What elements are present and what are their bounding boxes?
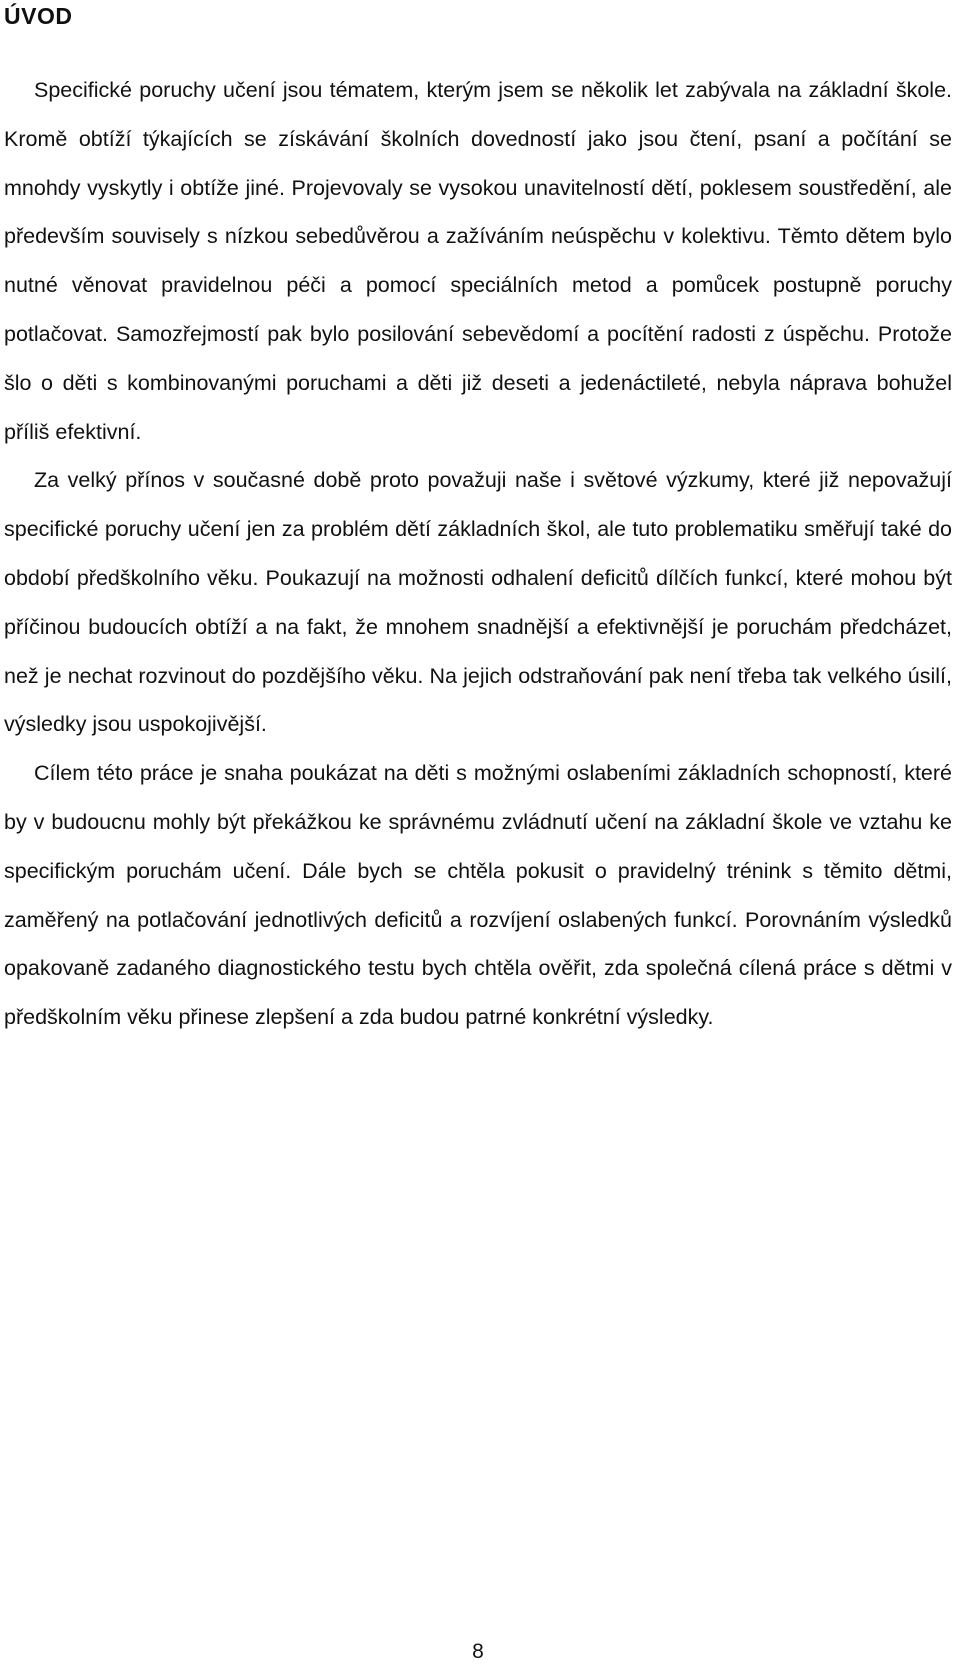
paragraph-2: Za velký přínos v současné době proto považuji naše i světové výzkumy, které již nepovažují specifické poruchy učení jen za problém dětí základních škol, ale tuto problematiku směřují také do období předškolního věku. Poukazují na možnosti odhalení deficitů dílčích funkcí, které mohou být příčinou budoucích obtíží a na fakt, že mnohem snadnější a efektivnější je poruchám předcházet, než je nechat rozvinout do pozdějšího věku. Na jejich odstraňování pak není třeba tak velkého úsilí, výsledky jsou uspokojivější. bbox=[4, 468, 952, 737]
body-text bbox=[4, 66, 952, 1042]
paragraph-1: Specifické poruchy učení jsou tématem, kterým jsem se několik let zabývala na základní škole. Kromě obtíží týkajících se získávání školních dovedností jako jsou čtení, psaní a počítání se mnohdy vyskytly i obtíže jiné. Projevovaly se vysokou unavitelností dětí, poklesem soustředění, ale především souvisely s nízkou sebedůvěrou a zažíváním neúspěchu v kolektivu. Těmto dětem bylo nutné věnovat pravidelnou péči a pomocí speciálních metod a pomůcek postupně poruchy potlačovat. Samozřejmostí pak bylo posilování sebevědomí a pocítění radosti z úspěchu. Protože šlo o děti s kombinovanými poruchami a děti již deseti a jedenáctileté, nebyla náprava bohužel příliš efektivní. bbox=[4, 78, 952, 444]
section-heading: ÚVOD bbox=[4, 3, 73, 29]
paragraph-3: Cílem této práce je snaha poukázat na děti s možnými oslabeními základních schopností, které by v budoucnu mohly být překážkou ke správnému zvládnutí učení na základní škole ve vztahu ke specifickým poruchám učení. Dále bych se chtěla pokusit o pravidelný trénink s těmito dětmi, zaměřený na potlačování jednotlivých deficitů a rozvíjení oslabených funkcí. Porovnáním výsledků opakovaně zadaného diagnostického testu bych chtěla ověřit, zda společná cílená práce s dětmi v předškolním věku přinese zlepšení a zda budou patrné konkrétní výsledky. bbox=[4, 761, 952, 1030]
page-number: 8 bbox=[472, 1640, 484, 1663]
document-page bbox=[4, 0, 952, 1670]
